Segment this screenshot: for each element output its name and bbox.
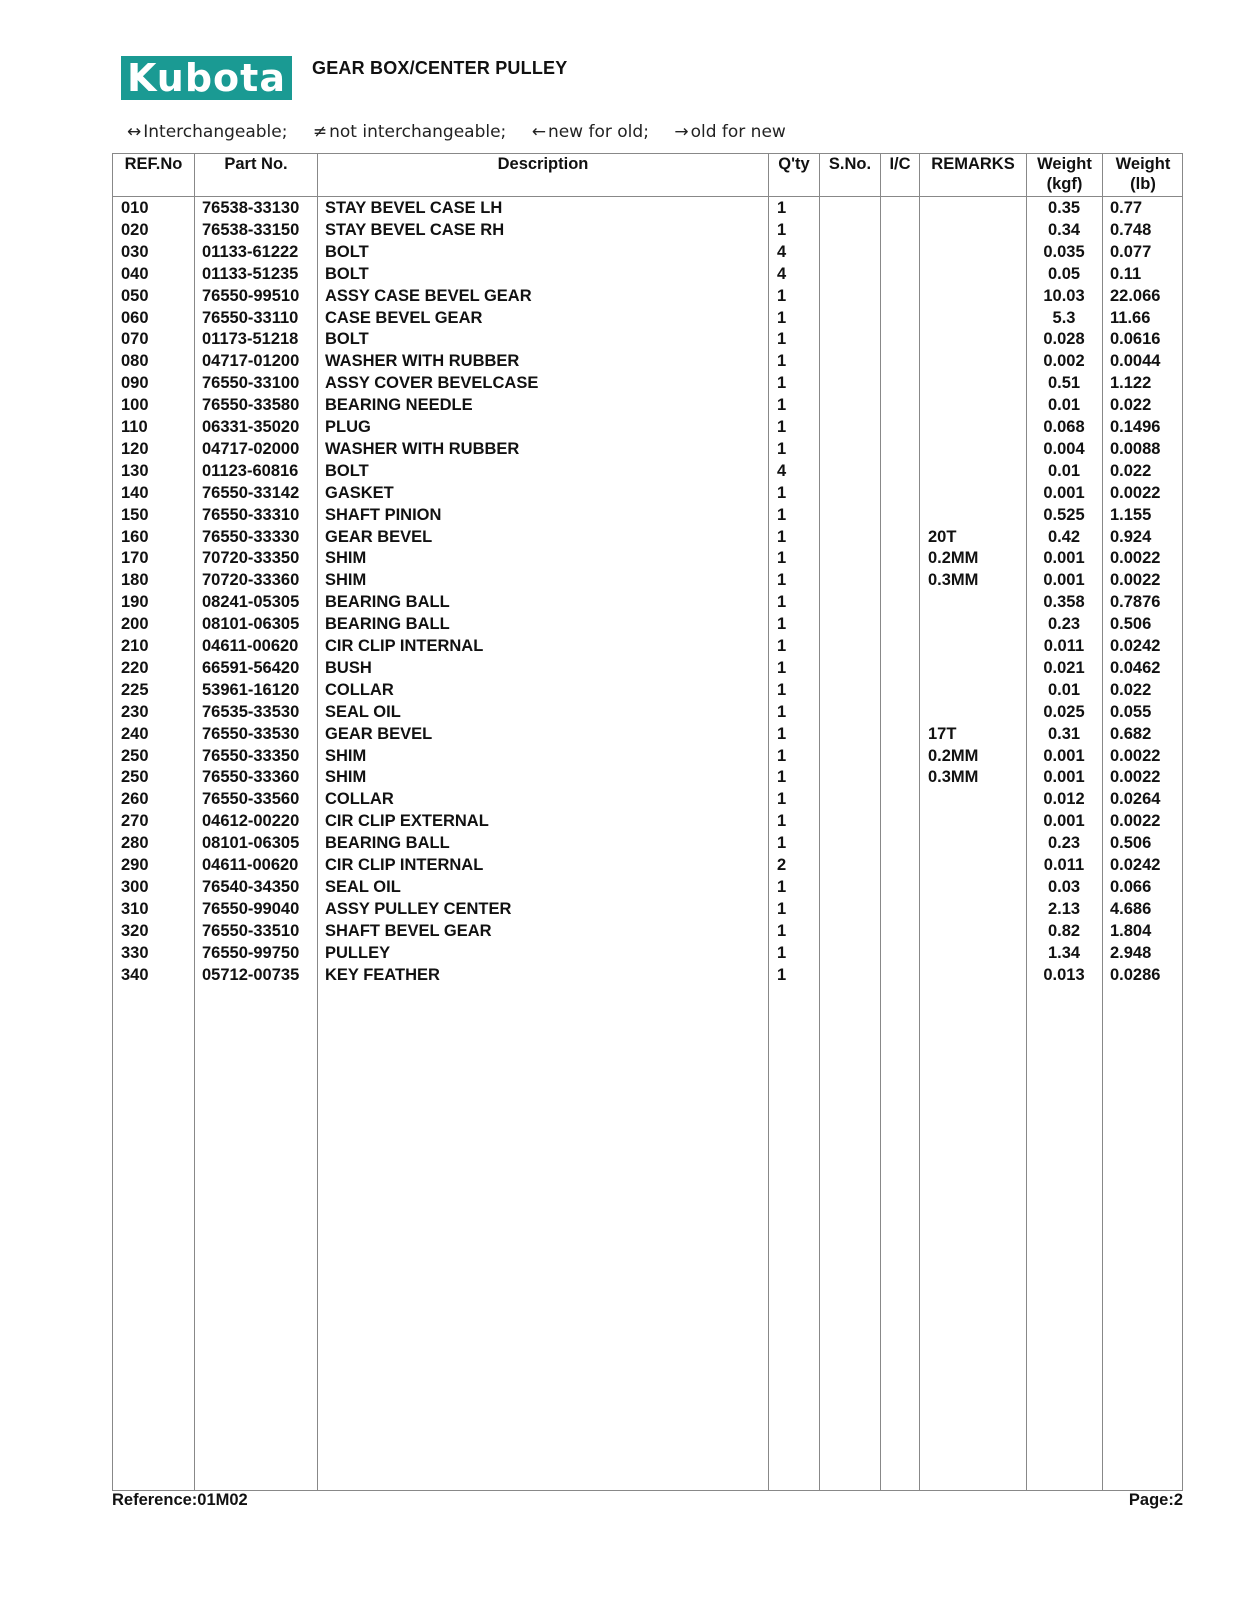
table-row xyxy=(113,789,1182,811)
cell-desc: COLLAR xyxy=(325,680,394,699)
table-row xyxy=(113,680,1182,702)
cell-wlb: 0.11 xyxy=(1110,264,1142,283)
cell-wlb: 0.022 xyxy=(1110,680,1152,699)
cell-part: 76550-33350 xyxy=(202,746,300,765)
table-row xyxy=(113,264,1182,286)
cell-wlb: 0.924 xyxy=(1110,527,1152,546)
legend-label: new for old; xyxy=(547,122,649,142)
cell-ref: 330 xyxy=(121,943,149,962)
legend-new-for-old xyxy=(532,122,649,142)
cell-desc: BOLT xyxy=(325,264,369,283)
cell-ref: 250 xyxy=(121,746,149,765)
cell-qty: 1 xyxy=(777,571,787,590)
cell-qty: 1 xyxy=(777,308,787,327)
cell-wkgf: 0.01 xyxy=(1047,461,1081,480)
cell-qty: 1 xyxy=(777,549,787,568)
cell-ref: 110 xyxy=(121,418,148,436)
cell-ref: 160 xyxy=(121,527,149,546)
cell-remarks: 0.2MM xyxy=(928,549,979,568)
cell-qty: 1 xyxy=(777,220,787,239)
cell-desc: ASSY PULLEY CENTER xyxy=(325,899,512,918)
cell-ref: 290 xyxy=(121,856,149,874)
cell-part: 08101-06305 xyxy=(202,834,300,853)
cell-ref: 170 xyxy=(121,549,149,568)
cell-qty: 1 xyxy=(777,396,787,415)
cell-part: 76538-33150 xyxy=(202,220,300,239)
cell-ref: 090 xyxy=(121,374,149,393)
cell-wlb: 0.0264 xyxy=(1110,790,1161,809)
cell-remarks: 17T xyxy=(928,724,957,743)
table-row xyxy=(113,702,1182,724)
cell-part: 01173-51218 xyxy=(202,330,299,349)
cell-wkgf: 0.028 xyxy=(1043,330,1085,349)
cell-wlb: 0.022 xyxy=(1110,461,1152,480)
cell-desc: SEAL OIL xyxy=(325,702,401,721)
cell-part: 76540-34350 xyxy=(202,877,300,896)
header-part-no: Part No. xyxy=(224,155,288,173)
table-row xyxy=(113,592,1182,614)
cell-wkgf: 0.021 xyxy=(1043,658,1085,677)
cell-qty: 1 xyxy=(777,374,787,393)
table-row xyxy=(113,724,1182,746)
cell-part: 04612-00220 xyxy=(202,812,300,831)
table-row xyxy=(113,636,1182,658)
cell-part: 76550-33530 xyxy=(202,724,300,743)
cell-wlb: 0.0462 xyxy=(1110,658,1161,677)
cell-desc: CIR CLIP INTERNAL xyxy=(325,637,484,655)
table-row xyxy=(113,308,1182,330)
cell-ref: 230 xyxy=(121,702,149,721)
cell-part: 76550-33560 xyxy=(202,790,300,809)
cell-desc: WASHER WITH RUBBER xyxy=(325,439,520,458)
cell-qty: 1 xyxy=(777,615,787,634)
table-row xyxy=(113,899,1182,921)
cell-wlb: 0.0044 xyxy=(1110,352,1161,371)
cell-wlb: 11.66 xyxy=(1110,308,1151,327)
cell-wlb: 0.0242 xyxy=(1110,637,1161,655)
cell-wkgf: 0.51 xyxy=(1047,374,1081,393)
cell-wlb: 0.0022 xyxy=(1110,483,1161,502)
cell-ref: 300 xyxy=(121,877,149,896)
cell-part: 70720-33350 xyxy=(202,549,300,568)
table-row xyxy=(113,921,1182,943)
cell-desc: GEAR BEVEL xyxy=(325,724,433,743)
cell-wkgf: 2.13 xyxy=(1047,899,1081,918)
legend-label: old for new xyxy=(690,122,786,142)
cell-desc: ASSY COVER BEVELCASE xyxy=(325,374,539,393)
cell-qty: 4 xyxy=(777,264,787,283)
not-equal-icon: ≠ xyxy=(312,122,328,142)
double-arrow-icon: ↔ xyxy=(127,122,142,142)
cell-qty: 1 xyxy=(777,527,787,546)
table-row xyxy=(113,461,1182,483)
cell-qty: 4 xyxy=(777,461,787,480)
cell-wkgf: 0.012 xyxy=(1043,790,1085,809)
cell-wlb: 0.066 xyxy=(1110,877,1152,896)
cell-qty: 1 xyxy=(777,746,787,765)
cell-ref: 190 xyxy=(121,593,149,612)
cell-ref: 020 xyxy=(121,220,149,239)
cell-ref: 130 xyxy=(121,461,149,480)
cell-wlb: 0.682 xyxy=(1110,724,1152,743)
cell-part: 76550-33110 xyxy=(202,308,299,327)
cell-remarks: 0.3MM xyxy=(928,571,979,590)
cell-wlb: 0.0022 xyxy=(1110,571,1161,590)
cell-part: 76550-33310 xyxy=(202,505,300,524)
page-title: GEAR BOX/CENTER PULLEY xyxy=(312,58,568,78)
cell-part: 76550-33360 xyxy=(202,768,300,787)
cell-desc: PLUG xyxy=(325,418,371,436)
header-serial-no: S.No. xyxy=(828,155,872,173)
table-row xyxy=(113,351,1182,373)
table-row xyxy=(113,943,1182,965)
table-row xyxy=(113,811,1182,833)
cell-wkgf: 0.001 xyxy=(1043,483,1085,502)
cell-wkgf: 1.34 xyxy=(1047,943,1081,962)
cell-desc: PULLEY xyxy=(325,943,391,962)
cell-wkgf: 0.004 xyxy=(1043,439,1085,458)
cell-ref: 220 xyxy=(121,658,149,677)
cell-wkgf: 0.42 xyxy=(1047,527,1081,546)
table-row xyxy=(113,658,1182,680)
header-ref-no: REF.No xyxy=(124,155,183,173)
cell-desc: SEAL OIL xyxy=(325,877,401,896)
cell-wlb: 0.0616 xyxy=(1110,330,1161,349)
cell-desc: SHIM xyxy=(325,549,367,568)
cell-desc: SHAFT BEVEL GEAR xyxy=(325,921,492,940)
interchangeability-legend xyxy=(127,122,806,142)
cell-part: 76535-33530 xyxy=(202,702,300,721)
cell-ref: 270 xyxy=(121,812,149,831)
header-qty: Q'ty xyxy=(778,155,810,173)
table-row xyxy=(113,395,1182,417)
cell-desc: STAY BEVEL CASE RH xyxy=(325,220,505,239)
cell-desc: KEY FEATHER xyxy=(325,965,440,984)
cell-ref: 250 xyxy=(121,768,149,787)
cell-qty: 1 xyxy=(777,199,787,217)
cell-qty: 1 xyxy=(777,834,787,853)
cell-wlb: 0.7876 xyxy=(1110,593,1161,612)
cell-qty: 1 xyxy=(777,483,787,502)
cell-desc: WASHER WITH RUBBER xyxy=(325,352,520,371)
cell-wlb: 0.506 xyxy=(1110,834,1152,853)
cell-part: 76538-33130 xyxy=(202,199,300,217)
page-number: Page:2 xyxy=(1128,1491,1183,1509)
cell-part: 08241-05305 xyxy=(202,593,300,612)
cell-ref: 240 xyxy=(121,724,149,743)
cell-wkgf: 0.013 xyxy=(1043,965,1085,984)
cell-qty: 1 xyxy=(777,943,787,962)
table-row xyxy=(113,220,1182,242)
table-row xyxy=(113,833,1182,855)
cell-wkgf: 0.035 xyxy=(1043,242,1085,261)
cell-part: 76550-99510 xyxy=(202,286,300,305)
cell-wkgf: 0.23 xyxy=(1047,615,1081,634)
cell-part: 76550-33510 xyxy=(202,921,300,940)
cell-ref: 140 xyxy=(121,483,149,502)
cell-desc: BUSH xyxy=(325,658,372,677)
cell-ref: 180 xyxy=(121,571,149,590)
cell-wlb: 0.506 xyxy=(1110,615,1152,634)
cell-wkgf: 0.01 xyxy=(1047,680,1081,699)
cell-desc: CASE BEVEL GEAR xyxy=(325,308,483,327)
header-description: Description xyxy=(497,155,589,173)
cell-desc: STAY BEVEL CASE LH xyxy=(325,199,503,217)
cell-part: 76550-99040 xyxy=(202,899,300,918)
legend-interchangeable xyxy=(127,122,287,142)
header-remarks: REMARKS xyxy=(931,155,1015,173)
cell-part: 04611-00620 xyxy=(202,856,299,874)
cell-ref: 310 xyxy=(121,899,149,918)
cell-wlb: 0.77 xyxy=(1110,199,1143,217)
cell-ref: 080 xyxy=(121,352,149,371)
table-row xyxy=(113,746,1182,768)
cell-desc: BEARING BALL xyxy=(325,593,450,612)
cell-wkgf: 0.011 xyxy=(1043,637,1085,655)
header-weight-kgf: Weight (kgf) xyxy=(1037,155,1092,193)
cell-wkgf: 0.001 xyxy=(1043,746,1085,765)
cell-part: 66591-56420 xyxy=(202,658,300,677)
cell-wkgf: 0.23 xyxy=(1047,834,1081,853)
cell-desc: GEAR BEVEL xyxy=(325,527,433,546)
table-row xyxy=(113,767,1182,789)
cell-qty: 2 xyxy=(777,856,787,874)
cell-part: 01133-61222 xyxy=(202,242,299,261)
cell-wlb: 0.022 xyxy=(1110,396,1152,415)
cell-part: 04611-00620 xyxy=(202,637,299,655)
cell-desc: BEARING BALL xyxy=(325,834,450,853)
left-arrow-icon: ← xyxy=(531,122,546,142)
cell-wkgf: 0.068 xyxy=(1043,418,1085,436)
table-row xyxy=(113,198,1182,220)
cell-ref: 320 xyxy=(121,921,149,940)
right-arrow-icon: → xyxy=(674,122,689,142)
cell-qty: 1 xyxy=(777,637,787,655)
table-row xyxy=(113,286,1182,308)
legend-not-interchangeable xyxy=(313,122,506,142)
cell-qty: 1 xyxy=(777,439,787,458)
cell-desc: SHIM xyxy=(325,571,367,590)
cell-qty: 1 xyxy=(777,658,787,677)
table-row xyxy=(113,570,1182,592)
cell-wkgf: 0.025 xyxy=(1043,702,1085,721)
cell-qty: 1 xyxy=(777,505,787,524)
cell-wkgf: 0.01 xyxy=(1047,396,1081,415)
cell-qty: 1 xyxy=(777,286,787,305)
cell-remarks: 0.2MM xyxy=(928,746,979,765)
cell-qty: 1 xyxy=(777,812,787,831)
cell-wkgf: 10.03 xyxy=(1043,286,1085,305)
cell-wlb: 2.948 xyxy=(1110,943,1152,962)
cell-wlb: 0.0022 xyxy=(1110,812,1161,831)
cell-desc: BEARING BALL xyxy=(325,615,450,634)
cell-ref: 070 xyxy=(121,330,149,349)
cell-qty: 1 xyxy=(777,330,787,349)
cell-ref: 060 xyxy=(121,308,149,327)
cell-wlb: 0.0286 xyxy=(1110,965,1161,984)
cell-ref: 010 xyxy=(121,199,149,217)
header-ic: I/C xyxy=(889,155,911,173)
cell-wlb: 0.0242 xyxy=(1110,856,1161,874)
cell-qty: 4 xyxy=(777,242,787,261)
cell-part: 76550-33142 xyxy=(202,483,300,502)
table-row xyxy=(113,877,1182,899)
table-row xyxy=(113,505,1182,527)
table-row xyxy=(113,614,1182,636)
cell-desc: GASKET xyxy=(325,483,394,502)
cell-ref: 040 xyxy=(121,264,149,283)
cell-desc: CIR CLIP INTERNAL xyxy=(325,856,484,874)
cell-wlb: 0.0022 xyxy=(1110,746,1161,765)
table-row xyxy=(113,483,1182,505)
cell-wlb: 1.804 xyxy=(1110,921,1152,940)
cell-qty: 1 xyxy=(777,418,787,436)
legend-label: Interchangeable; xyxy=(143,122,288,142)
cell-qty: 1 xyxy=(777,593,787,612)
cell-part: 08101-06305 xyxy=(202,615,300,634)
cell-wlb: 4.686 xyxy=(1110,899,1152,918)
cell-remarks: 0.3MM xyxy=(928,768,979,787)
header-weight-lb: Weight (lb) xyxy=(1115,155,1171,193)
table-row xyxy=(113,548,1182,570)
cell-part: 01123-60816 xyxy=(202,461,299,480)
cell-desc: SHIM xyxy=(325,746,367,765)
cell-wkgf: 0.002 xyxy=(1043,352,1085,371)
cell-wlb: 0.0022 xyxy=(1110,549,1161,568)
cell-ref: 210 xyxy=(121,637,149,655)
cell-wkgf: 0.31 xyxy=(1047,724,1081,743)
cell-part: 06331-35020 xyxy=(202,418,300,436)
cell-wkgf: 0.011 xyxy=(1043,856,1085,874)
cell-qty: 1 xyxy=(777,921,787,940)
table-row xyxy=(113,527,1182,549)
cell-ref: 260 xyxy=(121,790,149,809)
cell-wlb: 0.055 xyxy=(1110,702,1152,721)
cell-part: 76550-33330 xyxy=(202,527,300,546)
cell-wlb: 1.122 xyxy=(1110,374,1152,393)
cell-desc: COLLAR xyxy=(325,790,394,809)
table-row xyxy=(113,242,1182,264)
cell-wkgf: 0.03 xyxy=(1047,877,1081,896)
cell-desc: SHIM xyxy=(325,768,367,787)
cell-ref: 030 xyxy=(121,242,149,261)
cell-wkgf: 0.001 xyxy=(1043,812,1085,831)
legend-label: not interchangeable; xyxy=(329,122,507,142)
cell-wlb: 0.1496 xyxy=(1110,418,1161,436)
table-row xyxy=(113,855,1182,877)
cell-ref: 120 xyxy=(121,439,149,458)
cell-desc: BOLT xyxy=(325,461,369,480)
cell-wlb: 1.155 xyxy=(1110,505,1152,524)
header-divider xyxy=(113,196,1182,197)
cell-ref: 280 xyxy=(121,834,149,853)
logo-text: Kubota xyxy=(127,56,286,100)
cell-wkgf: 0.05 xyxy=(1047,264,1081,283)
cell-wkgf: 0.001 xyxy=(1043,549,1085,568)
cell-part: 05712-00735 xyxy=(202,965,300,984)
cell-qty: 1 xyxy=(777,965,787,984)
cell-part: 70720-33360 xyxy=(202,571,300,590)
cell-qty: 1 xyxy=(777,702,787,721)
cell-part: 53961-16120 xyxy=(202,680,300,699)
cell-ref: 340 xyxy=(121,965,149,984)
cell-wkgf: 0.82 xyxy=(1047,921,1081,940)
table-row xyxy=(113,329,1182,351)
cell-part: 04717-02000 xyxy=(202,439,300,458)
cell-wkgf: 0.525 xyxy=(1043,505,1085,524)
cell-wlb: 0.0022 xyxy=(1110,768,1161,787)
cell-ref: 200 xyxy=(121,615,149,634)
cell-wkgf: 5.3 xyxy=(1052,308,1076,327)
cell-wkgf: 0.001 xyxy=(1043,768,1085,787)
cell-qty: 1 xyxy=(777,790,787,809)
parts-table xyxy=(112,153,1183,1491)
cell-wlb: 0.077 xyxy=(1110,242,1152,261)
cell-ref: 100 xyxy=(121,396,149,415)
cell-remarks: 20T xyxy=(928,527,957,546)
cell-wlb: 0.0088 xyxy=(1110,439,1161,458)
cell-desc: BOLT xyxy=(325,242,369,261)
reference-code: Reference:01M02 xyxy=(112,1491,248,1509)
cell-wkgf: 0.34 xyxy=(1047,220,1081,239)
table-row xyxy=(113,965,1182,987)
cell-wkgf: 0.358 xyxy=(1043,593,1085,612)
cell-part: 76550-33580 xyxy=(202,396,300,415)
cell-part: 76550-33100 xyxy=(202,374,300,393)
cell-desc: ASSY CASE BEVEL GEAR xyxy=(325,286,532,305)
cell-wlb: 0.748 xyxy=(1110,220,1152,239)
table-row xyxy=(113,439,1182,461)
cell-ref: 225 xyxy=(121,680,149,699)
cell-wlb: 22.066 xyxy=(1110,286,1161,305)
cell-qty: 1 xyxy=(777,352,787,371)
cell-qty: 1 xyxy=(777,899,787,918)
cell-desc: SHAFT PINION xyxy=(325,505,442,524)
kubota-logo xyxy=(121,56,292,100)
table-row xyxy=(113,417,1182,439)
cell-part: 04717-01200 xyxy=(202,352,300,371)
cell-qty: 1 xyxy=(777,724,787,743)
cell-desc: BOLT xyxy=(325,330,369,349)
legend-old-for-new xyxy=(674,122,786,142)
cell-desc: BEARING NEEDLE xyxy=(325,396,473,415)
cell-part: 76550-99750 xyxy=(202,943,300,962)
cell-qty: 1 xyxy=(777,680,787,699)
cell-ref: 150 xyxy=(121,505,149,524)
table-row xyxy=(113,373,1182,395)
cell-ref: 050 xyxy=(121,286,149,305)
cell-qty: 1 xyxy=(777,877,787,896)
cell-qty: 1 xyxy=(777,768,787,787)
cell-wkgf: 0.35 xyxy=(1047,199,1081,217)
cell-wkgf: 0.001 xyxy=(1043,571,1085,590)
cell-part: 01133-51235 xyxy=(202,264,299,283)
cell-desc: CIR CLIP EXTERNAL xyxy=(325,812,489,831)
